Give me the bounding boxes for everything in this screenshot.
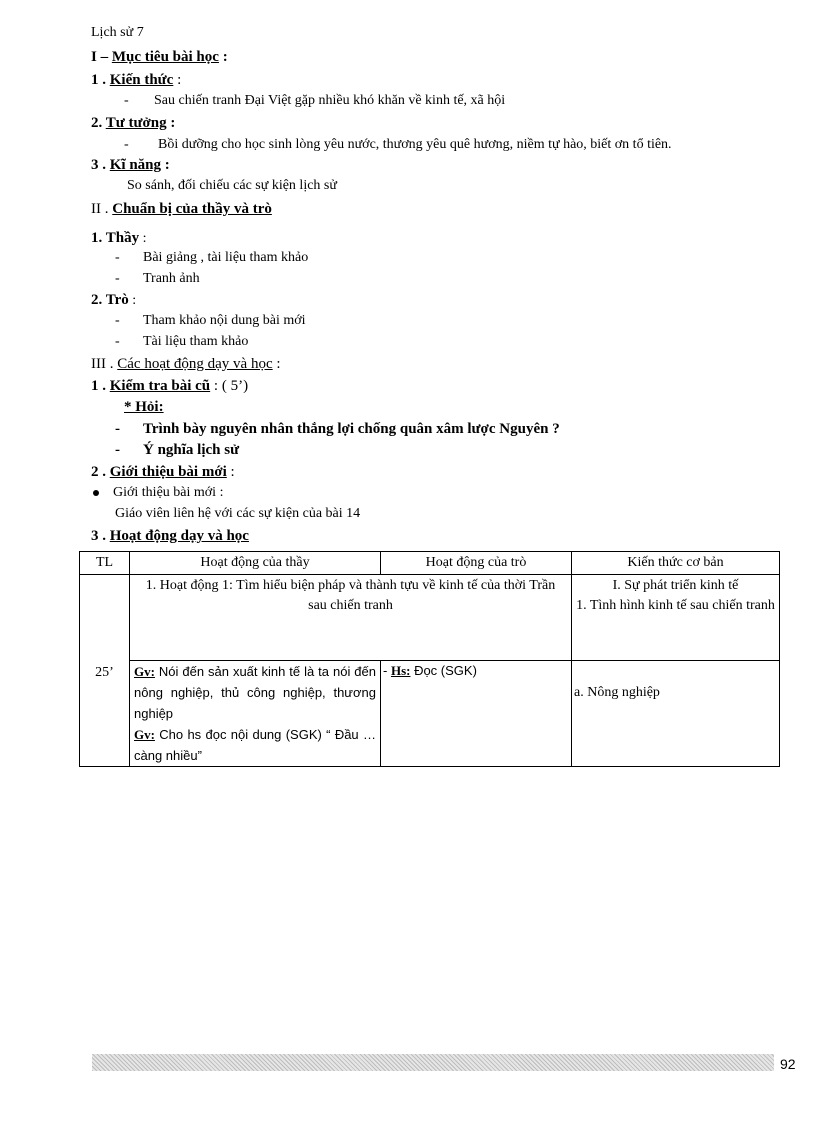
teacher-item: - Bài giảng , tài liệu tham khảo	[115, 250, 309, 265]
knowledge-heading: 1 . Kiến thức :	[91, 72, 182, 88]
header-knowledge: Kiến thức cơ bản	[572, 552, 780, 575]
knowledge-title-line: I. Sự phát triển kinh tế	[612, 578, 739, 593]
student-activity-cell: - Hs: Đọc (SGK)	[381, 661, 572, 767]
question-label: * Hỏi:	[124, 399, 164, 415]
question-item: - Trình bày nguyên nhân thắng lợi chống quân xâm lược Nguyên ?	[115, 421, 560, 437]
intro-bullet: Giới thiệu bài mới :	[93, 484, 223, 502]
header-tl: TL	[80, 552, 130, 575]
knowledge-title-line: 1. Tình hình kinh tế sau chiến tranh	[576, 598, 775, 613]
section2-title: Chuẩn bị của thầy và trò	[112, 201, 272, 217]
teacher-heading: 1. Thầy :	[91, 230, 147, 246]
section1-heading: I – Mục tiêu bài học :	[91, 49, 228, 65]
check-heading: 1 . Kiểm tra bài cũ : ( 5’)	[91, 378, 249, 394]
student-item: - Tham khảo nội dung bài mới	[115, 313, 306, 328]
section1-title: Mục tiêu bài học	[111, 49, 219, 65]
teacher-item: - Tranh ảnh	[115, 271, 200, 286]
teacher-activity-cell	[130, 661, 381, 767]
knowledge-item: - Sau chiến tranh Đại Việt gặp nhiều khó khăn về kinh tế, xã hội	[124, 93, 506, 108]
question-item: - Ý nghĩa lịch sử	[115, 442, 240, 458]
header-student: Hoạt động của trò	[381, 552, 572, 575]
intro-text: Giáo viên liên hệ với các sự kiện của bài 14	[115, 506, 361, 521]
knowledge-title-cell	[572, 575, 780, 661]
skills-heading: 3 . Kĩ năng :	[91, 157, 170, 173]
student-item: - Tài liệu tham khảo	[115, 334, 249, 349]
bullet-icon	[93, 490, 99, 496]
thought-heading: 2. Tư tưởng :	[91, 115, 176, 131]
teacher-activity-text: Gv: Nói đến sản xuất kinh tế là ta nói đến nông nghiệp, thủ công nghiệp, thương nghiệp	[134, 664, 376, 721]
knowledge-cell: a. Nông nghiệp	[572, 661, 780, 767]
lesson-table	[79, 551, 780, 767]
activity-title-cell: 1. Hoạt động 1: Tìm hiểu biện pháp và thành tựu về kinh tế của thời Trần sau chiến tranh	[130, 575, 572, 661]
intro-heading: 2 . Giới thiệu bài mới :	[91, 464, 235, 480]
skills-item: So sánh, đối chiếu các sự kiện lịch sử	[127, 178, 337, 193]
time-cell: 25’	[80, 575, 130, 767]
section3-heading: III . Các hoạt động dạy và học :	[91, 356, 281, 372]
page-number: 92	[780, 1056, 796, 1072]
table-header-row	[80, 552, 780, 575]
teacher-activity-text: Gv: Cho hs đọc nội dung (SGK) “ Đầu … càng nhiều”	[134, 727, 376, 763]
header-teacher: Hoạt động của thầy	[130, 552, 381, 575]
student-heading: 2. Trò :	[91, 292, 137, 308]
section3-title: Các hoạt động dạy và học	[117, 356, 273, 372]
table-row	[80, 661, 780, 767]
footer-bar	[92, 1054, 774, 1071]
table-row	[80, 575, 780, 661]
thought-item: - Bồi dưỡng cho học sinh lòng yêu nước, thương yêu quê hương, niềm tự hào, biết ơn tổ tiên.	[124, 137, 672, 152]
activities-heading: 3 . Hoạt động dạy và học	[91, 528, 249, 544]
section2-heading: II . Chuẩn bị của thầy và trò	[91, 201, 272, 217]
document-header: Lịch sử 7	[91, 25, 144, 40]
